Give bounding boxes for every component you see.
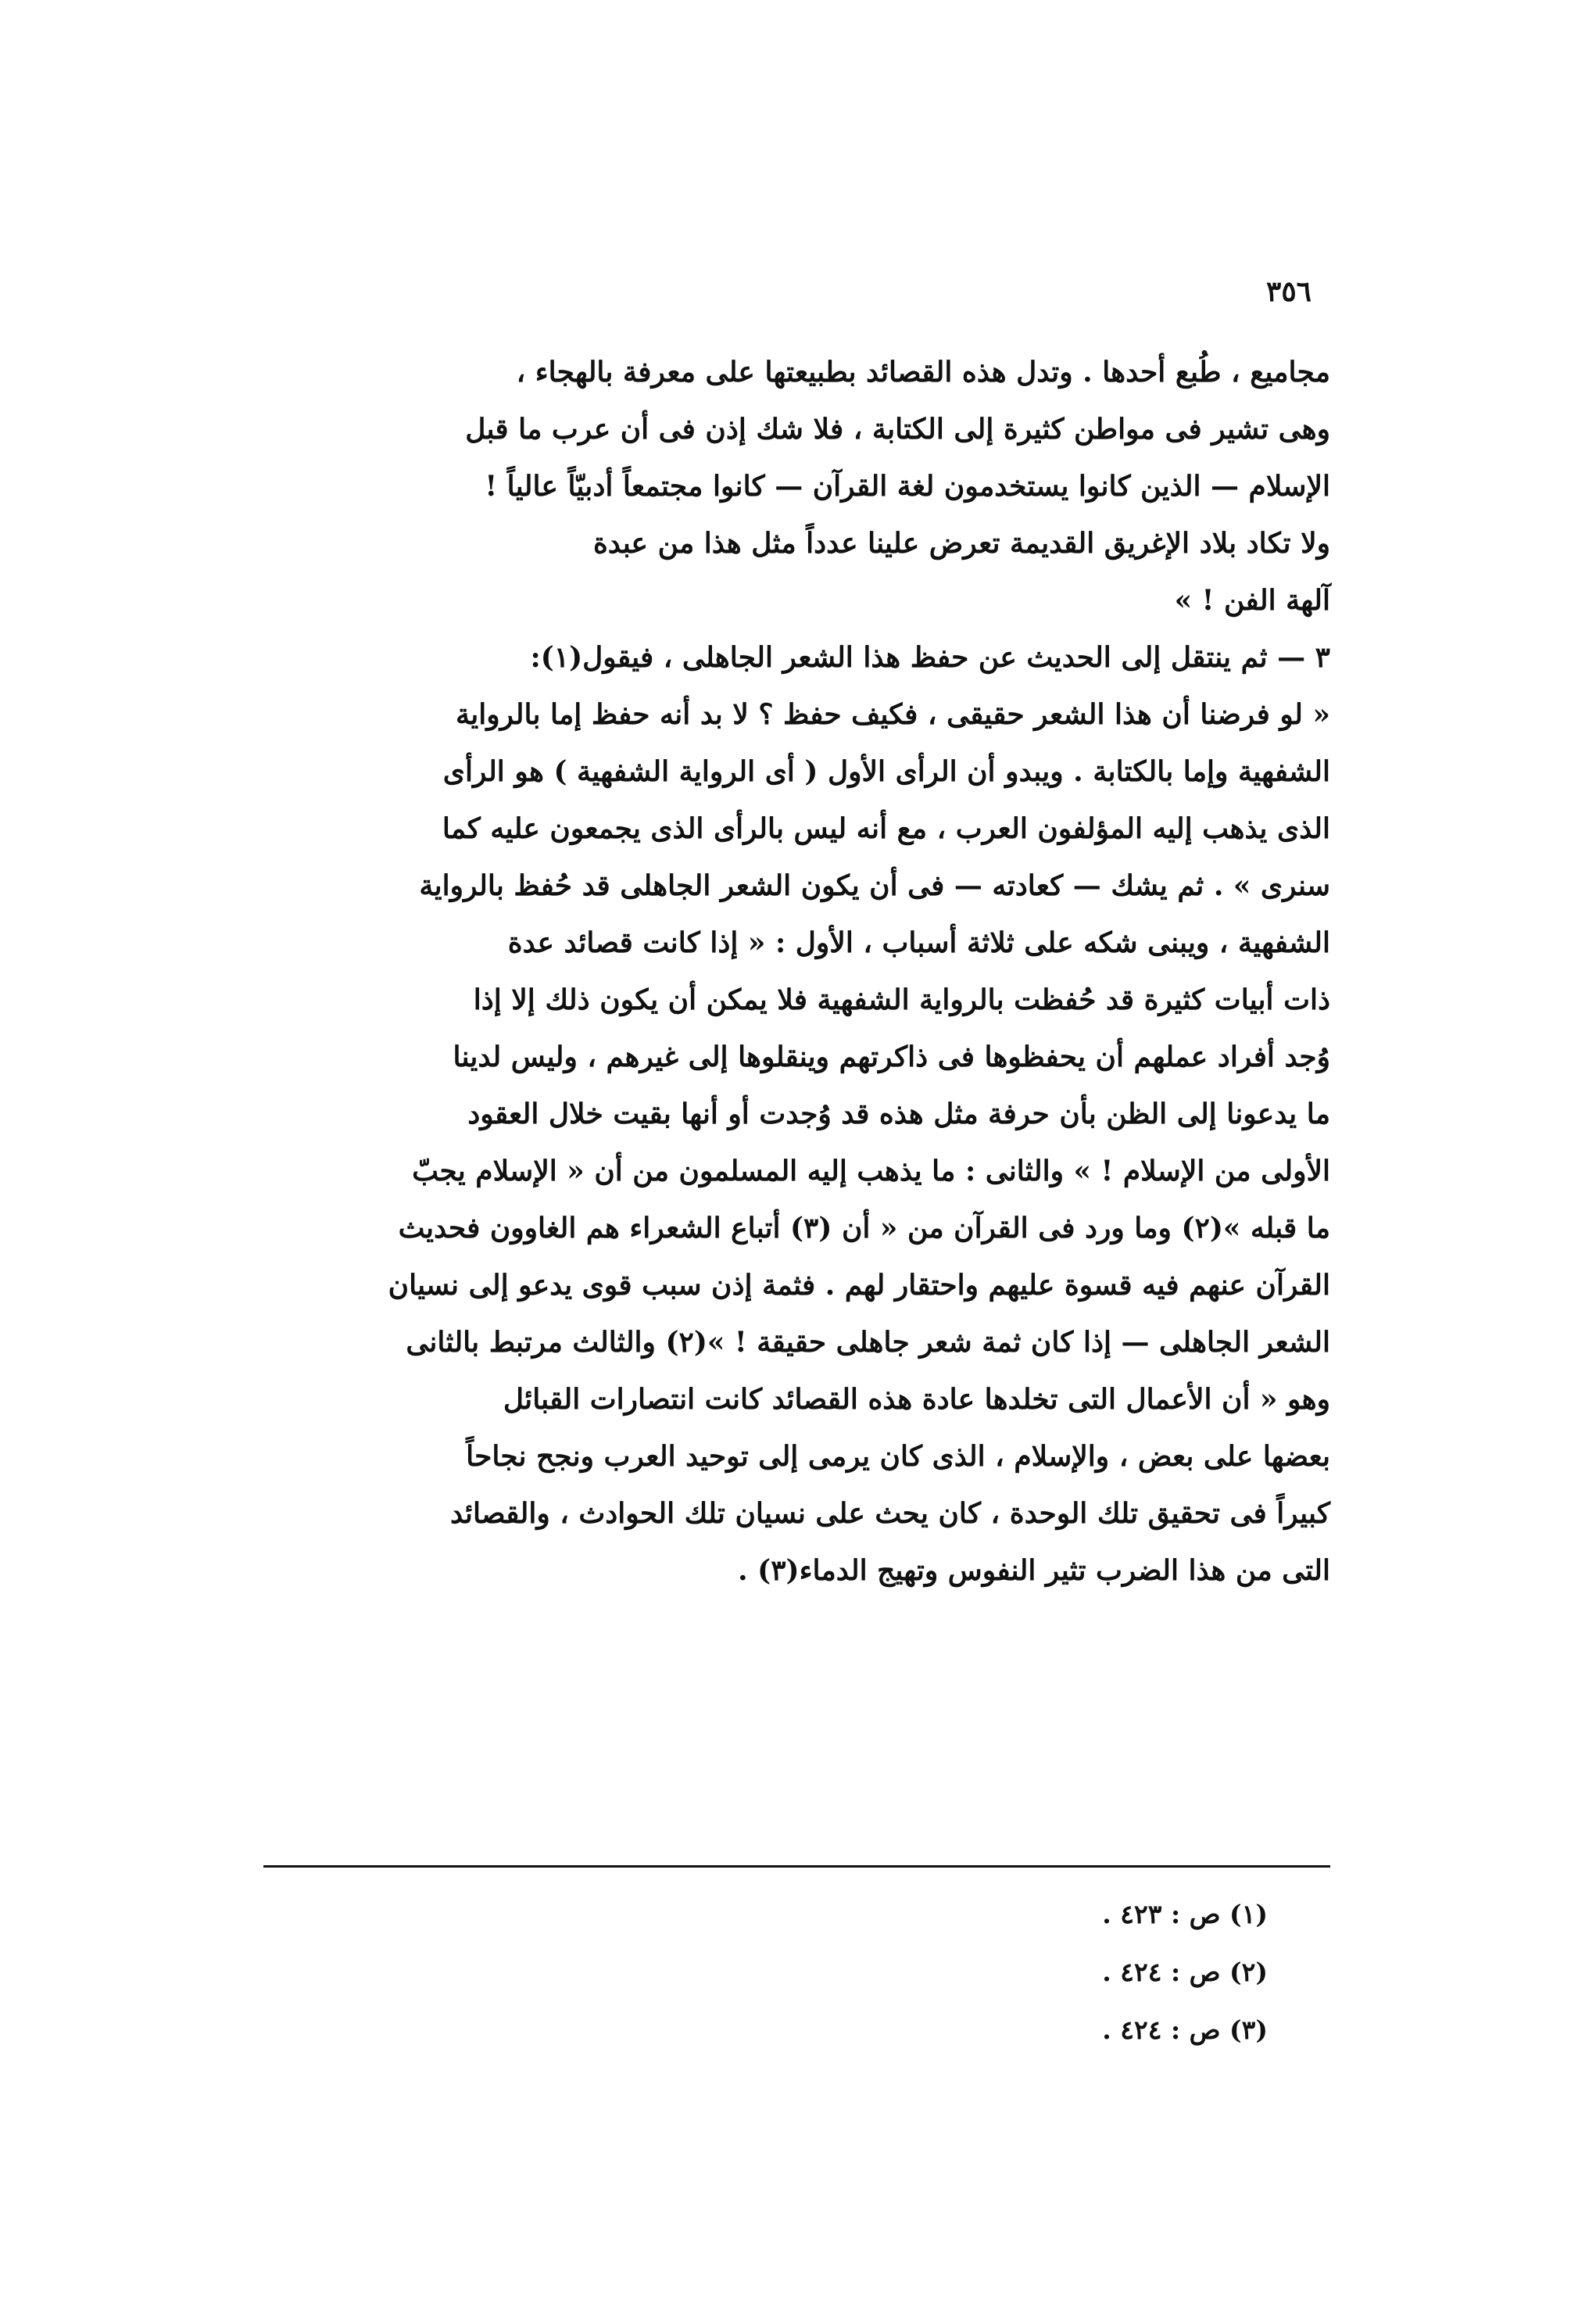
text-line: وهو « أن الأعمال التى تخلدها عادة هذه القصائد كانت انتصارات القبائل [503,1383,1330,1416]
text-line: الذى يذهب إليه المؤلفون العرب ، مع أنه ليس بالرأى الذى يجمعون عليه كما [442,812,1330,845]
text-line: التى من هذا الضرب تثير النفوس وتهيج الدماء(٣) . [738,1554,1330,1587]
text-line: كبيراً فى تحقيق تلك الوحدة ، كان يحث على نسيان تلك الحوادث ، والقصائد [450,1497,1330,1530]
text-line: ٣ — ثم ينتقل إلى الحديث عن حفظ هذا الشعر الجاهلى ، فيقول(١): [530,641,1330,674]
text-line: القرآن عنهم فيه قسوة عليهم واحتقار لهم . فثمة إذن سبب قوى يدعو إلى نسيان [388,1269,1330,1302]
footnote: (١) ص : ٤٢٣ . [1102,1899,1268,1929]
footnotes [1102,1886,1268,2059]
text-line: ما يدعونا إلى الظن بأن حرفة مثل هذه قد وُجدت أو أنها بقيت خلال العقود [467,1098,1330,1130]
text-line: بعضها على بعض ، والإسلام ، الذى كان يرمى إلى توحيد العرب ونجح نجاحاً [466,1440,1330,1473]
text-line: وُجد أفراد عملهم أن يحفظوها فى ذاكرتهم وينقلوها إلى غيرهم ، وليس لدينا [453,1040,1330,1073]
text-line: « لو فرضنا أن هذا الشعر حقيقى ، فكيف حفظ ؟ لا بد أنه حفظ إما بالرواية [455,698,1330,731]
text-line: الشفهية وإما بالكتابة . ويبدو أن الرأى الأول ( أى الرواية الشفهية ) هو الرأى [442,755,1330,788]
text-line: الإسلام — الذين كانوا يستخدمون لغة القرآن — كانوا مجتمعاً أدبيّاً عالياً ! [485,470,1330,503]
text-line: مجاميع ، طُبع أحدها . وتدل هذه القصائد بطبيعتها على معرفة بالهجاء ، [516,356,1330,389]
text-line: الأولى من الإسلام ! » والثانى : ما يذهب إليه المسلمون من أن « الإسلام يجبّ [412,1155,1330,1187]
text-line: ذات أبيات كثيرة قد حُفظت بالرواية الشفهية فلا يمكن أن يكون ذلك إلا إذا [473,983,1330,1016]
text-line: ولا تكاد بلاد الإغريق القديمة تعرض علينا عدداً مثل هذا من عبدة [592,527,1330,560]
text-line: سنرى » . ثم يشك — كعادته — فى أن يكون الشعر الجاهلى قد حُفظ بالرواية [419,869,1330,902]
footnote-divider [263,1865,1330,1868]
text-line: ما قبله »(٢) وما ورد فى القرآن من « أن (٣) أتباع الشعراء هم الغاوون فحديث [398,1212,1330,1245]
footnote: (٢) ص : ٤٢٤ . [1102,1957,1268,1987]
text-line: الشفهية ، ويبنى شكه على ثلاثة أسباب ، الأول : « إذا كانت قصائد عدة [507,926,1330,959]
footnote: (٣) ص : ٤٢٤ . [1102,2015,1268,2045]
text-line: الشعر الجاهلى — إذا كان ثمة شعر جاهلى حقيقة ! »(٢) والثالث مرتبط بالثانى [406,1326,1330,1359]
text-line: آلهة الفن ! » [1174,584,1330,617]
page-number: ٣٥٦ [1265,275,1312,308]
text-line: وهى تشير فى مواطن كثيرة إلى الكتابة ، فلا شك إذن فى أن عرب ما قبل [465,413,1330,446]
main-text [263,344,1330,1599]
